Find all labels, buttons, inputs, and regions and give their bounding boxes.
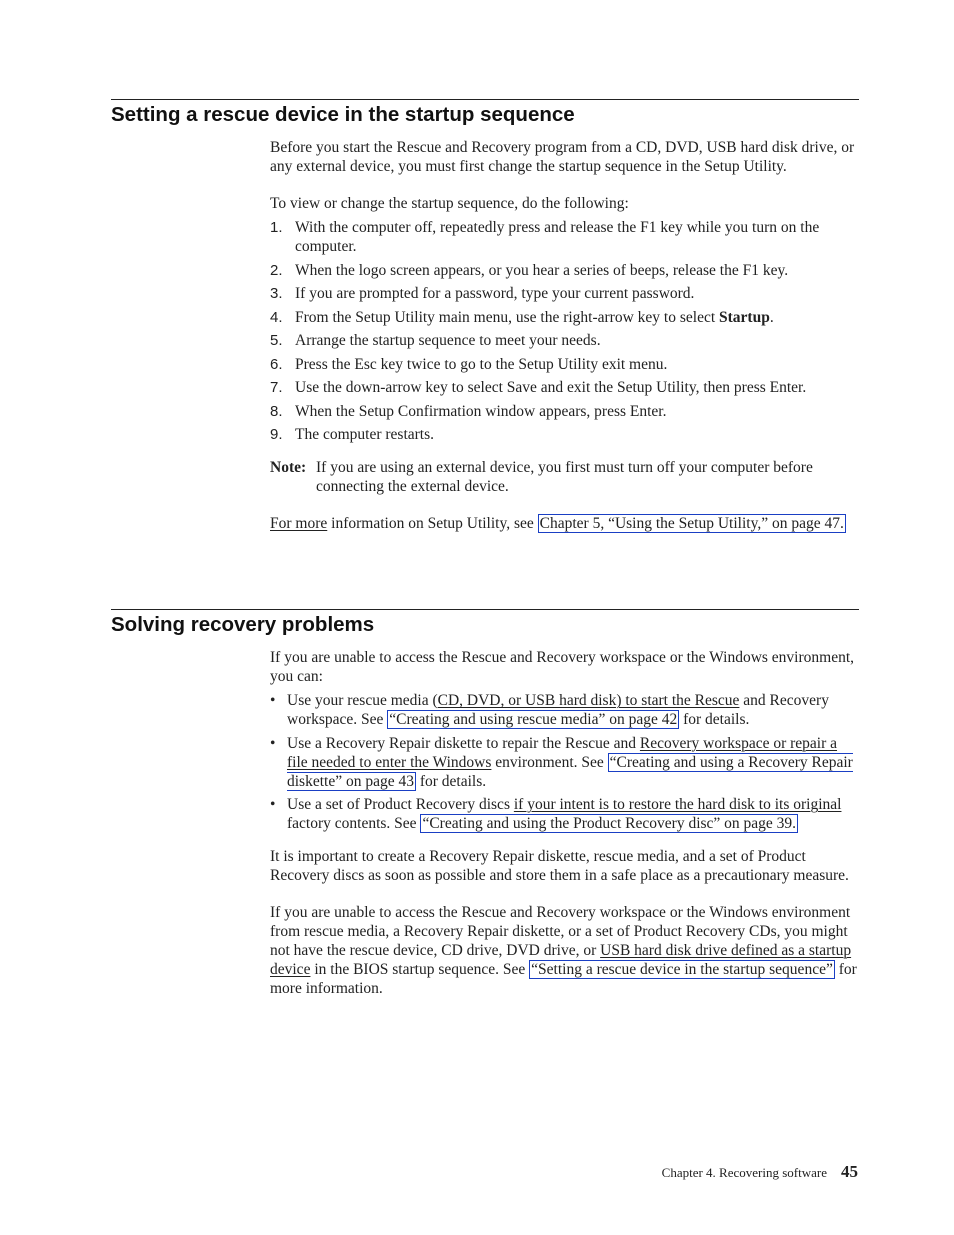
step-text: When the logo screen appears, or you hear a series of beeps, release the F1 key. — [295, 261, 789, 279]
bios-text: If you are unable to access the Rescue and Recovery workspace or the Windows environment from rescue media, a Recovery Repair diskette, or a set of Product Recovery CDs, you might not have the rescue device, CD drive, DVD drive, or — [270, 904, 851, 959]
rescue-device-link[interactable]: “Setting a rescue device in the startup sequence” — [531, 961, 833, 978]
step-text: From the Setup Utility main menu, use the right-arrow key to select — [295, 308, 720, 326]
step-number: 5. — [270, 332, 283, 349]
section-rule-second — [111, 609, 859, 610]
step-number: 2. — [270, 261, 283, 279]
step-number: 8. — [270, 402, 283, 420]
chapter-label: Chapter 4. Recovering software — [661, 1165, 827, 1180]
step-text: With the computer off, repeatedly press and release the F1 key while you turn on the computer. — [295, 219, 820, 255]
bullet-underlined-text: Recovery workspace or repair a file needed to enter the Windows — [287, 734, 838, 771]
step-text: Press the Esc key twice to go to the Setup Utility exit menu. — [295, 355, 668, 373]
intro-paragraph: If you are unable to access the Rescue and Recovery workspace or the Windows environment, you can: — [270, 649, 855, 685]
step-text: Use the down-arrow key to select Save and exit the Setup Utility, then press Enter. — [295, 379, 807, 396]
bullet-icon: • — [270, 734, 276, 752]
list-item — [270, 734, 860, 791]
step-number: 4. — [270, 308, 283, 326]
product-recovery-link[interactable]: “Creating and using the Product Recovery disc” on page 39. — [422, 815, 797, 832]
bullet-text: factory contents. See — [287, 815, 421, 832]
lead-paragraph: To view or change the startup sequence, do the following: — [270, 195, 629, 212]
list-item — [270, 795, 860, 833]
page-footer — [662, 1162, 858, 1182]
list-item — [270, 331, 860, 350]
more-info-mid: information on Setup Utility, see — [327, 515, 538, 532]
intro-paragraph: Before you start the Rescue and Recovery program from a CD, DVD, USB hard disk drive, or any external device, you must first change the startup sequence in the Setup Utility. — [270, 139, 855, 175]
bios-underlined-text: USB hard disk drive defined as a startup device — [270, 942, 852, 978]
page-number: 45 — [841, 1162, 858, 1181]
list-item — [270, 261, 860, 280]
step-text: When the Setup Confirmation window appears, press Enter. — [295, 402, 667, 420]
setup-utility-link[interactable]: Chapter 5, “Using the Setup Utility,” on page 47. — [539, 515, 844, 532]
bullet-text-end: for details. — [415, 772, 487, 790]
step-number: 9. — [270, 426, 283, 443]
step-text: Arrange the startup sequence to meet your needs. — [295, 332, 601, 349]
section-title-recovery-problems: Solving recovery problems — [111, 613, 375, 636]
bios-text-end: for more information. — [270, 961, 857, 997]
list-item — [270, 402, 860, 421]
repair-diskette-link[interactable]: “Creating and using a Recovery Repair diskette” on page 43 — [287, 753, 853, 790]
list-item — [270, 308, 860, 327]
note-label: Note: — [270, 459, 307, 476]
bullet-text: Use a set of Product Recovery discs — [287, 796, 514, 813]
bullet-icon: • — [270, 796, 276, 813]
options-list — [270, 691, 860, 833]
more-info-paragraph — [270, 514, 860, 533]
more-info-pre: For more — [270, 515, 328, 532]
bullet-icon: • — [270, 692, 276, 709]
note-block — [270, 458, 860, 496]
startup-menu-name: Startup — [719, 308, 770, 326]
bullet-text-end: for details. — [679, 711, 750, 728]
list-item — [270, 425, 860, 444]
list-item — [270, 218, 860, 256]
section-title-rescue-device: Setting a rescue device in the startup sequence — [111, 103, 575, 126]
step-number: 7. — [270, 379, 283, 396]
precaution-paragraph: It is important to create a Recovery Repair diskette, rescue media, and a set of Product Recovery discs as soon as possible and store them in a safe place as a precautionary measure. — [270, 848, 849, 884]
bullet-text: Use a Recovery Repair diskette to repair the Rescue and — [287, 734, 640, 752]
bullet-underlined-text: CD, DVD, or USB hard disk) to start the Rescue — [437, 692, 740, 709]
step-text: The computer restarts. — [295, 426, 435, 443]
rescue-media-link[interactable]: “Creating and using rescue media” on page 42 — [389, 711, 678, 728]
list-item — [270, 691, 860, 729]
bullet-text: environment. See — [491, 753, 608, 771]
step-number: 1. — [270, 219, 283, 236]
bios-paragraph — [270, 903, 860, 998]
bullet-text: Use your rescue media ( — [287, 692, 438, 709]
step-text: If you are prompted for a password, type your current password. — [295, 285, 695, 302]
note-text: If you are using an external device, you first must turn off your computer before connecting the external device. — [316, 459, 813, 495]
bios-text: in the BIOS startup sequence. See — [310, 961, 530, 978]
steps-list — [270, 218, 860, 444]
bullet-text: and Recovery workspace. See — [287, 692, 829, 728]
section-rule-top — [111, 99, 859, 100]
bullet-underlined-text: if your intent is to restore the hard disk to its original — [513, 796, 842, 813]
list-item — [270, 284, 860, 303]
step-number: 6. — [270, 355, 283, 373]
step-number: 3. — [270, 285, 283, 302]
step-text-end: . — [769, 308, 774, 326]
section-body-recovery-problems — [270, 648, 860, 998]
list-item — [270, 355, 860, 374]
section-body-rescue-device — [270, 138, 860, 533]
list-item — [270, 378, 860, 397]
